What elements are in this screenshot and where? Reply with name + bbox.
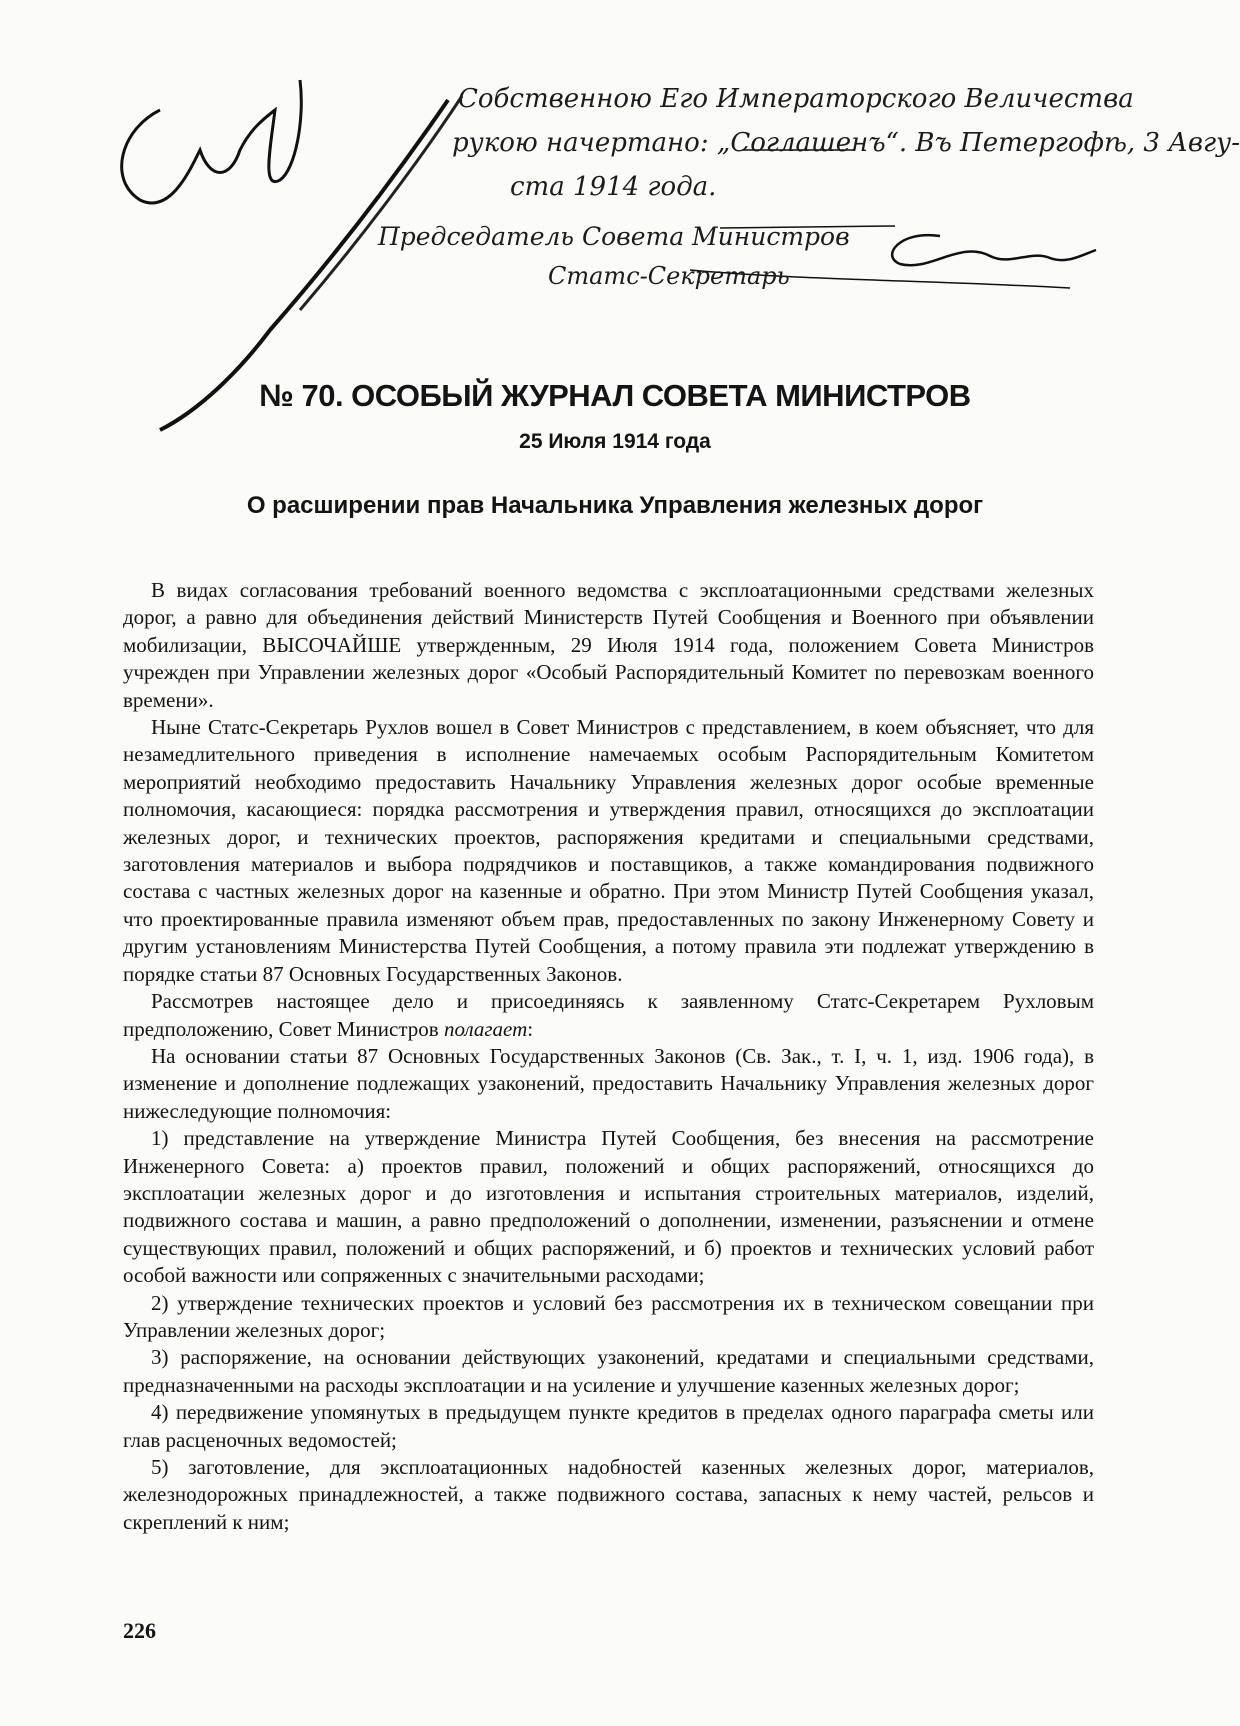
document-body xyxy=(123,577,1094,1536)
body-paragraph xyxy=(123,988,1094,1043)
list-item: 1) представление на утверждение Министра Путей Сообщения, без внесения на рассмотрение Инженерного Совета: а) проектов правил, положений и общих распоряжений, относящихся до эксплоатации железных дорог и до изготовления и испытания строительных материалов, изделий, подвижного состава и машин, а равно предположений о дополнении, изменении, разъяснении и отмене существующих правил, положений и общих распоряжений, и б) проектов и технических условий работ особой важности или сопряженных с значительными расходами; xyxy=(123,1126,1094,1288)
left-signature-icon xyxy=(122,80,302,203)
body-paragraph: На основании статьи 87 Основных Государственных Законов (Св. Зак., т. I, ч. 1, изд. 1906 года), в изменение и дополнение подлежащих узаконений, предоставить Начальнику Управления железных дорог нижеследующие полномочия: xyxy=(123,1043,1094,1123)
document-subject: О расширении прав Начальника Управления железных дорог xyxy=(246,492,984,519)
paragraph-punct: : xyxy=(527,1016,534,1041)
list-item: 3) распоряжение, на основании действующих узаконений, кредатами и специальными средствами, предназначенными на расходы эксплоатации и на усиление и улучшение казенных железных дорог; xyxy=(123,1345,1094,1397)
document-date: 25 Июля 1914 года xyxy=(519,430,711,453)
resolution-line-3: ста 1914 года. xyxy=(510,172,717,202)
diagonal-stroke-icon xyxy=(300,96,462,310)
list-item: 2) утверждение технических проектов и условий без рассмотрения их в техническом совещании при Управлении железных дорог; xyxy=(123,1290,1094,1342)
document-title: № 70. ОСОБЫЙ ЖУРНАЛ СОВЕТА МИНИСТРОВ xyxy=(259,378,971,413)
list-item: 4) передвижение упомянутых в предыдущем пункте кредитов в пределах одного параграфа сметы или глав расценочных ведомостей; xyxy=(123,1400,1094,1452)
secretary-signature-label: Статс-Секретарь xyxy=(548,262,790,290)
signature-strokes xyxy=(0,0,1146,420)
list-item: 5) заготовление, для эксплоатационных надобностей казенных железных дорог, материалов, железнодорожных принадлежностей, а также подвижного состава, запасных к нему частей, рельсов и скреплений к ним; xyxy=(123,1455,1094,1534)
resolution-line-1: Собственною Его Императорского Величества xyxy=(458,84,1134,114)
body-paragraph: В видах согласования требований военного ведомства с эксплоатационными средствами железных дорог, а равно для объединения действий Министерств Путей Сообщения и Военного при объявлении мобилизации, ВЫСОЧАЙШЕ утвержденным, 29 Июля 1914 года, положением Совета Министров учрежден при Управлении железных дорог «Особый Распорядительный Комитет по перевозкам военного времени». xyxy=(123,578,1094,712)
emphasized-verb: полагает xyxy=(443,1016,528,1041)
resolution-line-2: рукою начертано: „Соглашенъ“. Въ Петергофѣ, 3 Авгу- xyxy=(452,128,1240,158)
right-signature-icon xyxy=(892,235,1096,265)
paragraph-text: Рассмотрев настоящее дело и присоединяясь к заявленному Статс-Секретарем Рухловым предположению, Совет Министров xyxy=(123,989,1094,1041)
chairman-signature-label: Председатель Совета Министров xyxy=(378,222,850,251)
body-paragraph: Ныне Статс-Секретарь Рухлов вошел в Совет Министров с представлением, в коем объясняет, что для незамедлительного приведения в исполнение намечаемых особым Распорядительным Комитетом мероприятий необходимо предоставить Начальнику Управления железных дорог особые временные полномочия, касающиеся: порядка рассмотрения и утверждения правил, относящихся до эксплоатации железных дорог, и технических проектов, распоряжения кредитами и специальными средствами, заготовления материалов и выбора подрядчиков и поставщиков, а также командирования подвижного состава с частных железных дорог на казенные и обратно. При этом Министр Путей Сообщения указал, что проектированные правила изменяют объем прав, предоставленных по закону Инженерному Совету и другим установлениям Министерства Путей Сообщения, а потому правила эти подлежат утверждению в порядке статьи 87 Основных Государственных Законов. xyxy=(123,715,1094,986)
page-number: 226 xyxy=(123,1618,156,1643)
